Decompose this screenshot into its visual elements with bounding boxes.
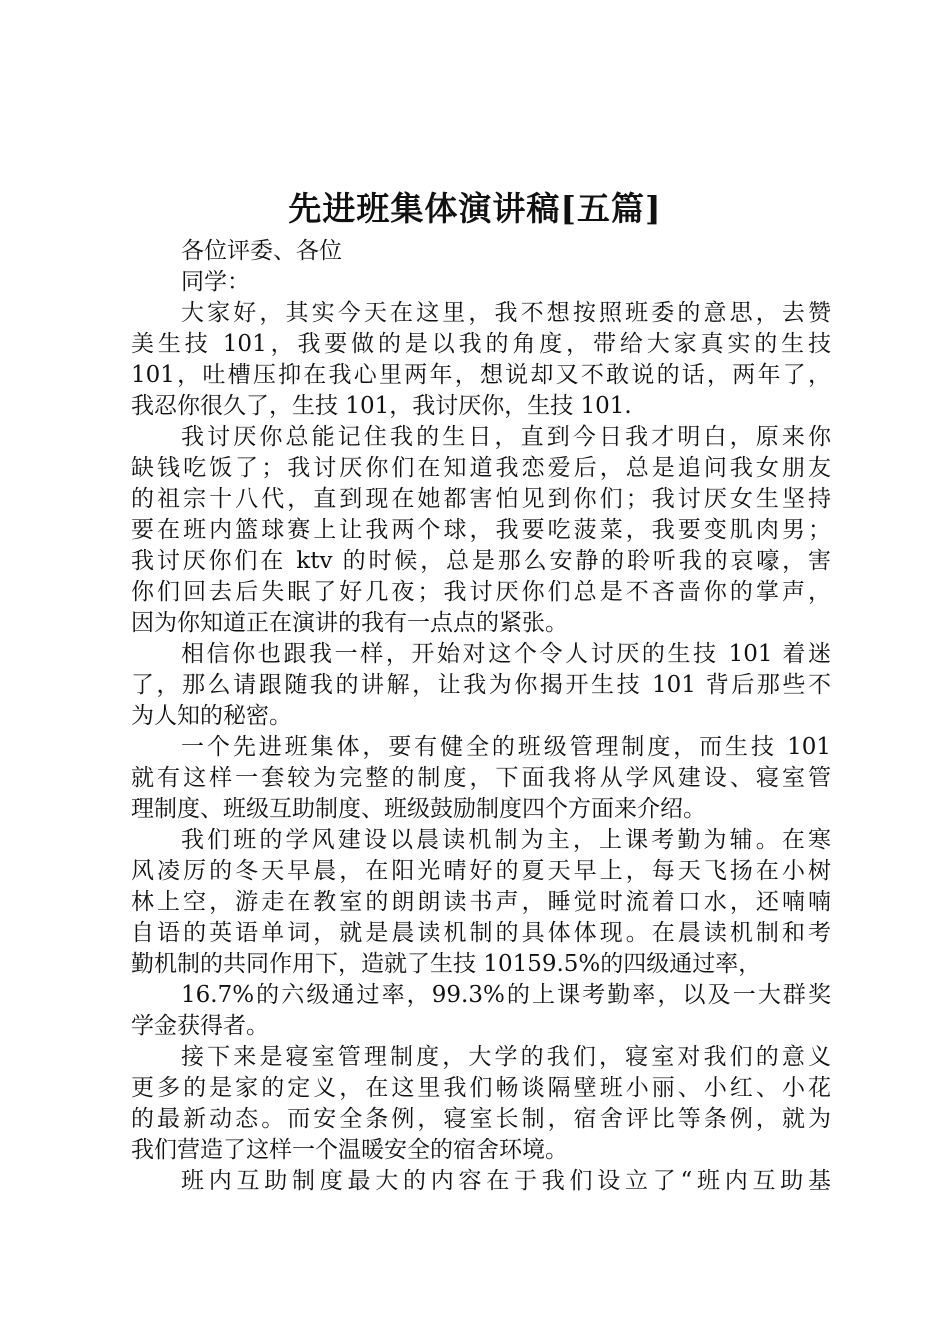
paragraph-line: 的祖宗十八代，直到现在她都害怕见到你们；我讨厌女生坚持 <box>131 486 831 512</box>
paragraph-line: 美生技 101，我要做的是以我的角度，带给大家真实的生技 <box>131 331 831 357</box>
paragraph-line: 要在班内篮球赛上让我两个球，我要吃菠菜，我要变肌肉男； <box>131 517 831 543</box>
paragraph-line: 的最新动态。而安全条例，寝室长制，宿舍评比等条例，就为 <box>131 1106 831 1132</box>
greeting-line: 各位评委、各位 <box>181 238 342 264</box>
paragraph-line: 101，吐槽压抑在我心里两年，想说却又不敢说的话，两年了， <box>131 362 831 388</box>
paragraph-line: 你们回去后失眠了好几夜；我讨厌你们总是不吝啬你的掌声， <box>131 579 831 605</box>
document-title: 先进班集体演讲稿[五篇] <box>288 189 662 228</box>
paragraph-line: 了，那么请跟随我的讲解，让我为你揭开生技 101 背后那些不 <box>131 672 831 698</box>
paragraph-line: 自语的英语单词，就是晨读机制的具体体现。在晨读机制和考 <box>131 920 831 946</box>
paragraph-line: 学金获得者。 <box>131 1013 269 1039</box>
paragraph-line: 我们班的学风建设以晨读机制为主，上课考勤为辅。在寒 <box>181 827 831 853</box>
paragraph-line: 缺钱吃饭了；我讨厌你们在知道我恋爱后，总是追问我女朋友 <box>131 455 831 481</box>
paragraph-line: 大家好，其实今天在这里，我不想按照班委的意思，去赞 <box>181 300 831 326</box>
paragraph-line: 我们营造了这样一个温暖安全的宿舍环境。 <box>131 1137 568 1163</box>
paragraph-line: 16.7%的六级通过率，99.3%的上课考勤率，以及一大群奖 <box>181 982 831 1008</box>
paragraph-line: 就有这样一套较为完整的制度，下面我将从学风建设、寝室管 <box>131 765 831 791</box>
paragraph-line: 理制度、班级互助制度、班级鼓励制度四个方面来介绍。 <box>131 796 706 822</box>
paragraph-line: 为人知的秘密。 <box>131 703 292 729</box>
greeting-line: 同学： <box>181 269 250 295</box>
paragraph-line: 我讨厌你总能记住我的生日，直到今日我才明白，原来你 <box>181 424 831 450</box>
paragraph-line: 班内互助制度最大的内容在于我们设立了“班内互助基 <box>181 1168 831 1194</box>
paragraph-line: 我讨厌你们在 ktv 的时候，总是那么安静的聆听我的哀嚎，害 <box>131 548 831 574</box>
paragraph-line: 林上空，游走在教室的朗朗读书声，睡觉时流着口水，还喃喃 <box>131 889 831 915</box>
paragraph-line: 更多的是家的定义，在这里我们畅谈隔壁班小丽、小红、小花 <box>131 1075 831 1101</box>
document-body <box>131 236 831 1197</box>
paragraph-line: 我忍你很久了，生技 101，我讨厌你，生技 101. <box>131 393 632 419</box>
paragraph-line: 因为你知道正在演讲的我有一点点的紧张。 <box>131 610 568 636</box>
paragraph-line: 相信你也跟我一样，开始对这个令人讨厌的生技 101 着迷 <box>181 641 831 667</box>
paragraph-line: 勤机制的共同作用下，造就了生技 10159.5%的四级通过率， <box>131 951 762 977</box>
paragraph-line: 一个先进班集体，要有健全的班级管理制度，而生技 101 <box>181 734 831 760</box>
paragraph-line: 接下来是寝室管理制度，大学的我们，寝室对我们的意义 <box>181 1044 831 1070</box>
paragraph-line: 风凌厉的冬天早晨，在阳光晴好的夏天早上，每天飞扬在小树 <box>131 858 831 884</box>
